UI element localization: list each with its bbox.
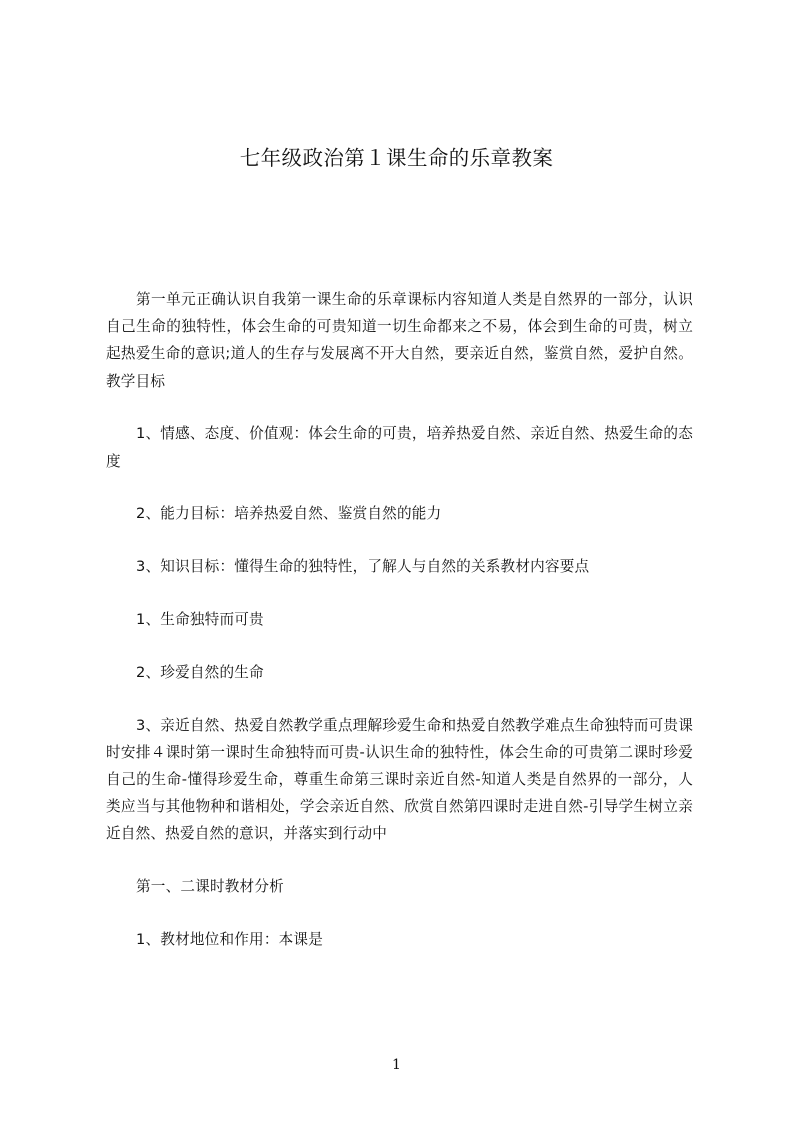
paragraph: 3、亲近自然、热爱自然教学重点理解珍爱生命和热爱自然教学难点生命独特而可贵课时安排４课时第一课时生命独特而可贵-认识生命的独特性，体会生命的可贵第二课时珍爱自己的生命-懂得珍爱生命，尊重生命第三课时亲近自然-知道人类是自然界的一部分，人类应当与其他物种和谐相处，学会亲近自然、欣赏自然第四课时走进自然-引导学生树立亲近自然、热爱自然的意识，并落实到行动中: [106, 716, 693, 843]
paragraph: 第一、二课时教材分析: [136, 878, 284, 896]
document-title: 七年级政治第１课生命的乐章教案: [239, 146, 554, 170]
paragraph: 1、生命独特而可贵: [136, 611, 264, 628]
paragraph: 2、能力目标：培养热爱自然、鉴赏自然的能力: [136, 505, 442, 523]
paragraph: 2、珍爱自然的生命: [136, 663, 264, 681]
paragraph: 第一单元正确认识自我第一课生命的乐章课标内容知道人类是自然界的一部分，认识自己生命的独特性，体会生命的可贵知道一切生命都来之不易，体会到生命的可贵，树立起热爱生命的意识;道人的生存与发展离不开大自然，要亲近自然，鉴赏自然，爱护自然。教学目标: [106, 291, 693, 390]
paragraph: 3、知识目标：懂得生命的独特性，了解人与自然的关系教材内容要点: [136, 558, 590, 576]
paragraph: 1、情感、态度、价值观：体会生命的可贵，培养热爱自然、亲近自然、热爱生命的态度: [106, 425, 693, 470]
paragraph: 1、教材地位和作用：本课是: [136, 931, 324, 948]
page-number: 1: [392, 1057, 401, 1073]
document-body: [106, 286, 693, 953]
